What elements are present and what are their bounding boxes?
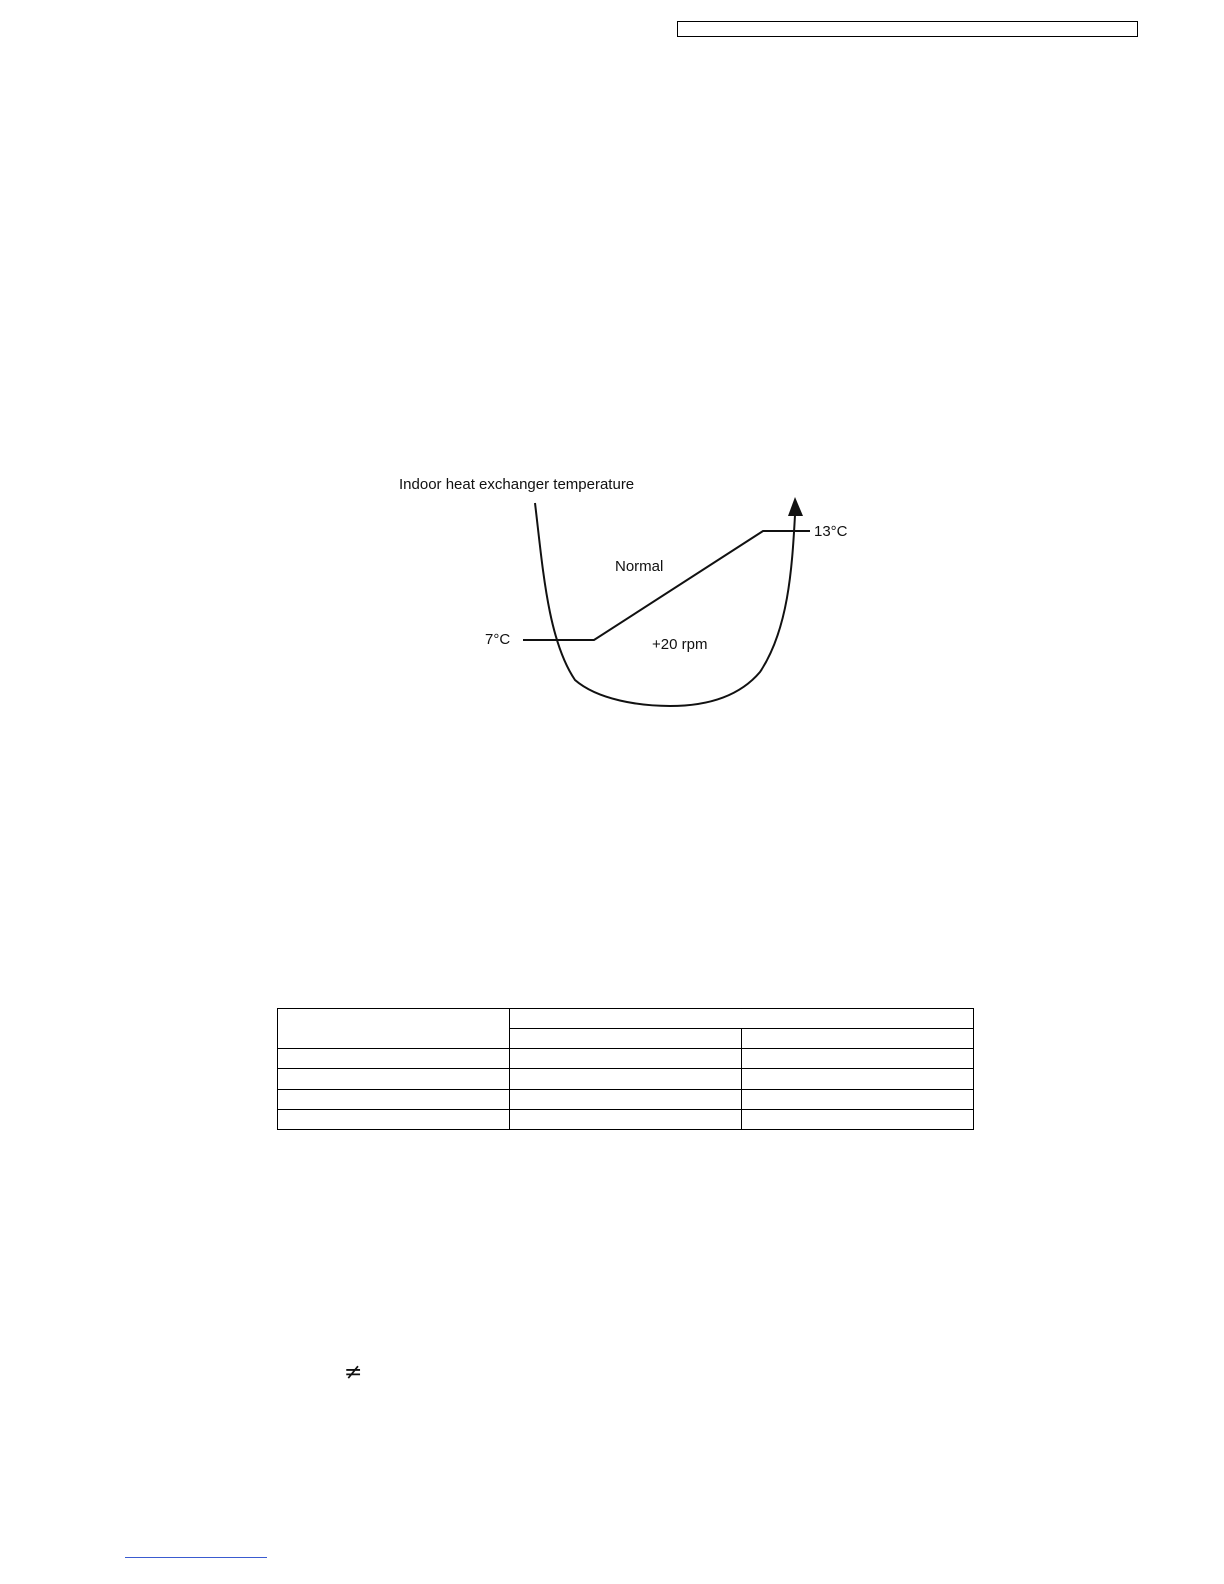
table-header-cell <box>278 1009 510 1049</box>
table-subheader-cell <box>742 1029 974 1049</box>
table-row <box>278 1049 974 1069</box>
zone-label-boost: +20 rpm <box>652 636 708 653</box>
table-cell <box>742 1089 974 1109</box>
temperature-curve <box>535 503 795 706</box>
not-equal-symbol: ≠ <box>344 1360 363 1385</box>
table-cell <box>510 1049 742 1069</box>
table-cell <box>510 1069 742 1089</box>
footer-link-underline[interactable] <box>125 1557 267 1558</box>
table-cell <box>742 1049 974 1069</box>
table-cell <box>742 1069 974 1089</box>
threshold-line <box>523 531 810 640</box>
arrow-head-icon <box>788 497 803 516</box>
table-cell <box>278 1069 510 1089</box>
threshold-high-label: 13°C <box>814 523 848 540</box>
table-row <box>278 1069 974 1089</box>
zone-label-normal: Normal <box>615 558 664 575</box>
table-cell <box>278 1109 510 1129</box>
table-header-row <box>278 1009 974 1029</box>
diagram-title: Indoor heat exchanger temperature <box>399 476 635 493</box>
table-cell <box>510 1089 742 1109</box>
table-cell <box>742 1109 974 1129</box>
data-table <box>277 1008 974 1130</box>
table-header-cell <box>510 1009 974 1029</box>
table-subheader-cell <box>510 1029 742 1049</box>
table-cell <box>278 1089 510 1109</box>
table-cell <box>510 1109 742 1129</box>
table-row <box>278 1089 974 1109</box>
table-row <box>278 1109 974 1129</box>
threshold-low-label: 7°C <box>485 631 511 648</box>
table-cell <box>278 1049 510 1069</box>
